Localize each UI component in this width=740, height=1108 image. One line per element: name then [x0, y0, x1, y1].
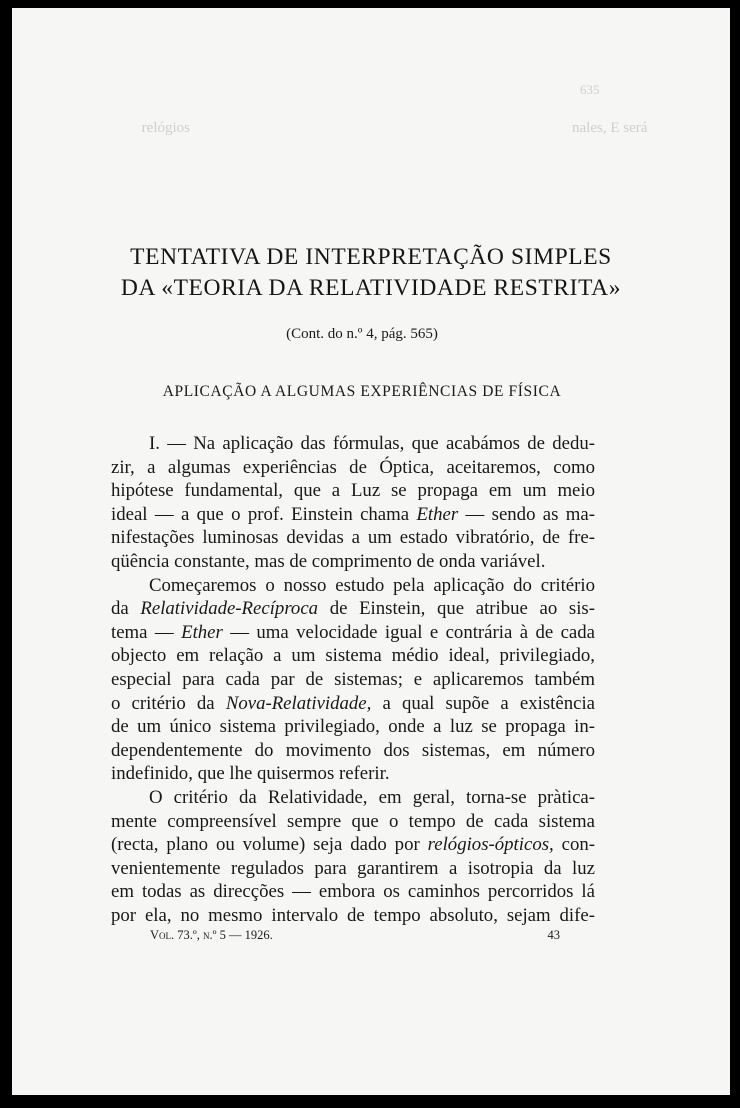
paragraph-2-line — [111, 621, 595, 645]
paragraph-1-line: I. — Na aplicação das fórmulas, que acabámos de dedu- — [149, 433, 595, 454]
paragraph-3-line: mente compreensível sempre que o tempo de cada sistema — [111, 810, 595, 832]
text-run: (recta, plano ou volume) seja dado por — [111, 834, 428, 856]
paragraph-2-line: objecto em relação a um sistema médio ideal, privilegiado, — [111, 645, 595, 667]
paragraph-1-line: qüência constante, mas de comprimento de onda variável. — [111, 550, 546, 572]
paragraph-3-line: venientemente regulados para garantirem a isotropia da luz — [111, 857, 595, 879]
article-title-line-1: TENTATIVA DE INTERPRETAÇÃO SIMPLES — [130, 244, 612, 270]
paragraph-2-line: de um único sistema privilegiado, onde a luz se propaga in- — [111, 716, 595, 738]
paragraph-3-line — [111, 833, 595, 857]
paragraph-1-line: hipótese fundamental, que a Luz se propaga em um meio — [111, 480, 595, 502]
section-heading: APLICAÇÃO A ALGUMAS EXPERIÊNCIAS DE FÍSICA — [162, 383, 562, 400]
paragraph-2-line: dependentemente do movimento dos sistemas, em número — [111, 739, 595, 761]
paragraph-3-line: O critério da Relatividade, em geral, torna-se pràtica- — [149, 786, 595, 808]
bleed-through-text-left: relógios — [141, 120, 190, 136]
italic-term: Relatividade-Recíproca — [140, 598, 319, 620]
paragraph-2-line — [111, 597, 595, 621]
text-run: de Einstein, que atribue ao sis- — [318, 598, 595, 620]
bleed-through-text: nales, E será — [572, 120, 648, 136]
paragraph-3-line: por ela, no mesmo intervalo de tempo absoluto, sejam dife- — [111, 904, 595, 926]
continuation-note: (Cont. do n.º 4, pág. 565) — [286, 326, 438, 342]
text-run: ideal — a que o prof. Einstein chama — [111, 503, 417, 525]
article-title-line-2: DA «TEORIA DA RELATIVIDADE RESTRITA» — [120, 275, 622, 301]
paragraph-3-line: em todas as direcções — embora os caminhos percorridos lá — [111, 881, 595, 903]
text-run: o critério da — [111, 692, 226, 714]
paragraph-1-line: zir, a algumas experiências de Óptica, aceitaremos, como — [111, 456, 595, 478]
document-page — [12, 8, 730, 1095]
text-run: — sendo as ma- — [458, 503, 595, 525]
text-run: tema — — [111, 621, 182, 643]
paragraph-2-line: indefinido, que lhe quisermos referir. — [111, 763, 390, 785]
paragraph-1-line — [111, 503, 595, 527]
italic-term: relógios-ópticos, — [427, 834, 554, 856]
page-number: 43 — [547, 928, 560, 942]
italic-term: Nova-Relatividade, — [225, 692, 372, 714]
italic-term: Ether — [181, 621, 223, 643]
volume-info: Vol. 73.º, n.º 5 — 1926. — [150, 928, 273, 942]
bleed-through-page-number: 635 — [580, 82, 600, 97]
italic-term: Ether — [416, 503, 459, 525]
paragraph-2-line: Começaremos o nosso estudo pela aplicação do critério — [149, 574, 595, 596]
paragraph-2-line: especial para cada par de sistemas; e aplicaremos também — [111, 668, 595, 690]
text-run: da — [111, 598, 141, 620]
article-body — [111, 432, 595, 927]
paragraph-1-line: nifestações luminosas devidas a um estado vibratório, de fre- — [111, 527, 595, 549]
text-run: con- — [553, 834, 595, 856]
text-run: — uma velocidade igual e contrária à de cada — [222, 621, 595, 643]
text-run: a qual supõe a existência — [371, 692, 596, 714]
paragraph-2-line — [111, 692, 595, 716]
